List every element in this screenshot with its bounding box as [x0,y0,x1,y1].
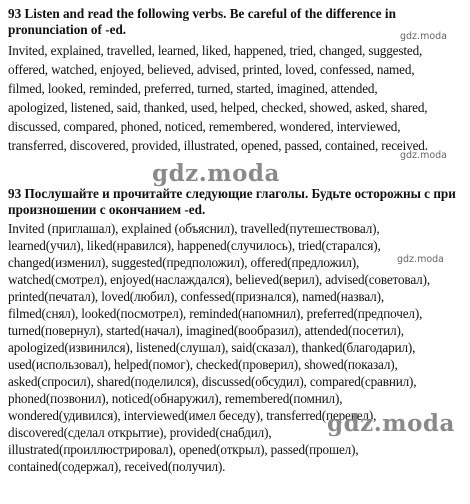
verb-line-ru: changed(изменил), suggested(предположил), offered(предложил), [8,255,360,270]
verb-line-en: apologized, listened, said, thanked, used, helped, checked, showed, asked, shared, [8,100,428,115]
verb-line-ru: illustrated(проиллюстрировал), opened(открыл), passed(прошел), [8,442,359,457]
watermark-large: gdz.moda [152,160,280,187]
verb-line-ru: used(использовал), helped(помог), checked(проверил), showed(показал), [8,357,398,372]
verb-line-ru: Invited (приглашал), explained (объяснил), travelled(путешествовал), [8,221,380,236]
watermark-small: gdz.moda [400,150,447,161]
verb-line-en: filmed, looked, reminded, preferred, turned, started, imagined, attended, [8,81,378,96]
verb-line-ru: apologized(извинился), listened(слушал), said(сказал), thanked(благодарил), [8,340,416,355]
verb-line-ru: contained(содержал), received(получил). [8,459,226,474]
verb-line-ru: discovered(сделал открытие), provided(снабдил), [8,425,272,440]
verb-line-ru: asked(спросил), shared(поделился), discussed(обсудил), compared(сравнил), [8,374,417,389]
watermark-large: gdz.moda [327,410,455,437]
verb-line-en: offered, watched, enjoyed, believed, advised, printed, loved, confessed, named, [8,62,415,77]
verb-line-en: Invited, explained, travelled, learned, liked, happened, tried, changed, suggested, [8,43,423,58]
verb-line-en: transferred, discovered, provided, illustrated, opened, passed, contained, received. [8,138,428,153]
verb-line-ru: wondered(удивился), interviewed(имел беседу), transferred(перевел), [8,408,377,423]
watermark-small: gdz.moda [400,31,447,42]
verb-line-ru: phoned(позвонил), noticed(обнаружил), remembered(помнил), [8,391,343,406]
verb-line-ru: watched(смотрел), enjoyed(наслаждался), believed(верил), advised(советовал), [8,272,430,287]
watermark-small: gdz.moda [397,254,444,265]
verb-line-ru: printed(печатал), loved(любил), confessed(признался), named(назвал), [8,289,384,304]
verb-line-ru: learned(учил), liked(нравился), happened(случилось), tried(старался), [8,238,381,253]
verb-line-en: discussed, compared, phoned, noticed, remembered, wondered, interviewed, [8,119,401,134]
verb-line-ru: turned(повернул), started(начал), imagined(вообразил), attended(посетил), [8,323,404,338]
exercise-heading-ru: 93 Послушайте и прочитайте следующие глаголы. Будьте осторожны с при произношении с окончанием -ed. [8,186,456,217]
verb-line-ru: filmed(снял), looked(посмотрел), reminded(напомнил), preferred(предпочел), [8,306,423,321]
exercise-heading-en: 93 Listen and read the following verbs. Be careful of the difference in pronunciation of -ed. [8,6,396,37]
